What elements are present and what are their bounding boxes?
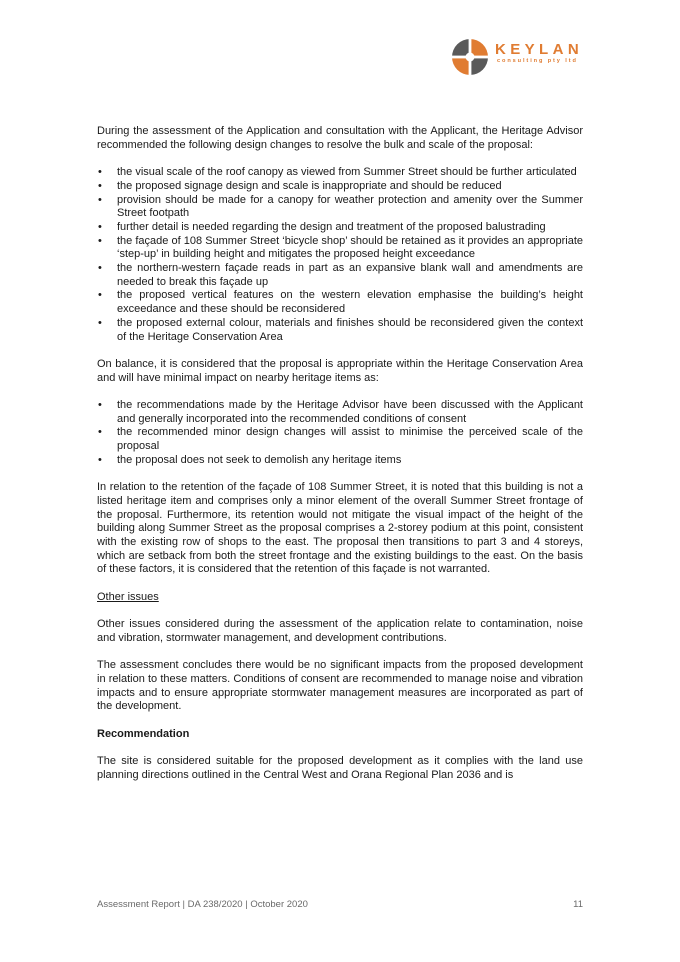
list-item: • further detail is needed regarding the design and treatment of the proposed balustrading [97,221,583,235]
logo-crosshair-icon [451,38,489,76]
list-item: • the proposed signage design and scale is inappropriate and should be reduced [97,180,583,194]
balance-points-list [97,399,583,468]
list-item: • the proposed external colour, materials and finishes should be reconsidered given the context of the Heritage Conservation Area [97,317,583,344]
balance-paragraph: On balance, it is considered that the proposal is appropriate within the Heritage Conservation Area and will have minimal impact on nearby heritage items as: [97,357,583,384]
list-item: • the proposal does not seek to demolish any heritage items [97,454,583,468]
retention-paragraph: In relation to the retention of the façade of 108 Summer Street, it is noted that this building is not a listed heritage item and comprises only a minor element of the overall Summer Street frontage of the proposal. Furthermore, its retention would not mitigate the visual impact of the height of the building along Summer Street as the proposal comprises a 2-storey podium at this point, consistent with the existing row of shops to the east. The proposal then transitions to part 3 and 4 storeys, which are setback from both the street frontage and the existing buildings to the east. On the basis of these factors, it is considered that the retention of this façade is not warranted. [97,481,583,576]
recommendation-paragraph: The site is considered suitable for the proposed development as it complies with the land use planning directions outlined in the Central West and Orana Regional Plan 2036 and is [97,755,583,781]
footer-text: Assessment Report | DA 238/2020 | October 2020 [97,899,308,910]
list-item: • provision should be made for a canopy for weather protection and amenity over the Summer Street footpath [97,194,583,221]
logo-name: KEYLAN [495,41,584,58]
design-changes-list [97,166,583,344]
logo-subtitle: consulting pty ltd [497,58,578,64]
list-item: • the northern-western façade reads in part as an expansive blank wall and amendments are needed to break this façade up [97,262,583,289]
list-item: • the recommended minor design changes will assist to minimise the perceived scale of the proposal [97,426,583,453]
list-item: • the visual scale of the roof canopy as viewed from Summer Street should be further articulated [97,166,583,180]
page-number: 11 [573,899,583,910]
recommendation-heading: Recommendation [97,727,190,740]
other-issues-heading: Other issues [97,590,159,603]
list-item: • the façade of 108 Summer Street ‘bicycle shop’ should be retained as it provides an appropriate ‘step-up’ in building height and mitigates the proposed height exceedance [97,235,583,262]
list-item: • the recommendations made by the Heritage Advisor have been discussed with the Applicant and generally incorporated into the recommended conditions of consent [97,399,583,426]
assessment-conclusion-paragraph: The assessment concludes there would be no significant impacts from the proposed development in relation to these matters. Conditions of consent are recommended to manage noise and vibration impacts and to ensure appropriate stormwater management measures are incorporated as part of the development. [97,659,583,713]
company-logo [451,38,591,78]
report-body [97,125,583,796]
other-issues-paragraph: Other issues considered during the assessment of the application relate to contamination, noise and vibration, stormwater management, and development contributions. [97,618,583,644]
intro-paragraph: During the assessment of the Application and consultation with the Applicant, the Heritage Advisor recommended the following design changes to resolve the bulk and scale of the proposal: [97,125,583,151]
page-footer [97,899,583,913]
list-item: • the proposed vertical features on the western elevation emphasise the building’s height exceedance and these should be reconsidered [97,289,583,316]
